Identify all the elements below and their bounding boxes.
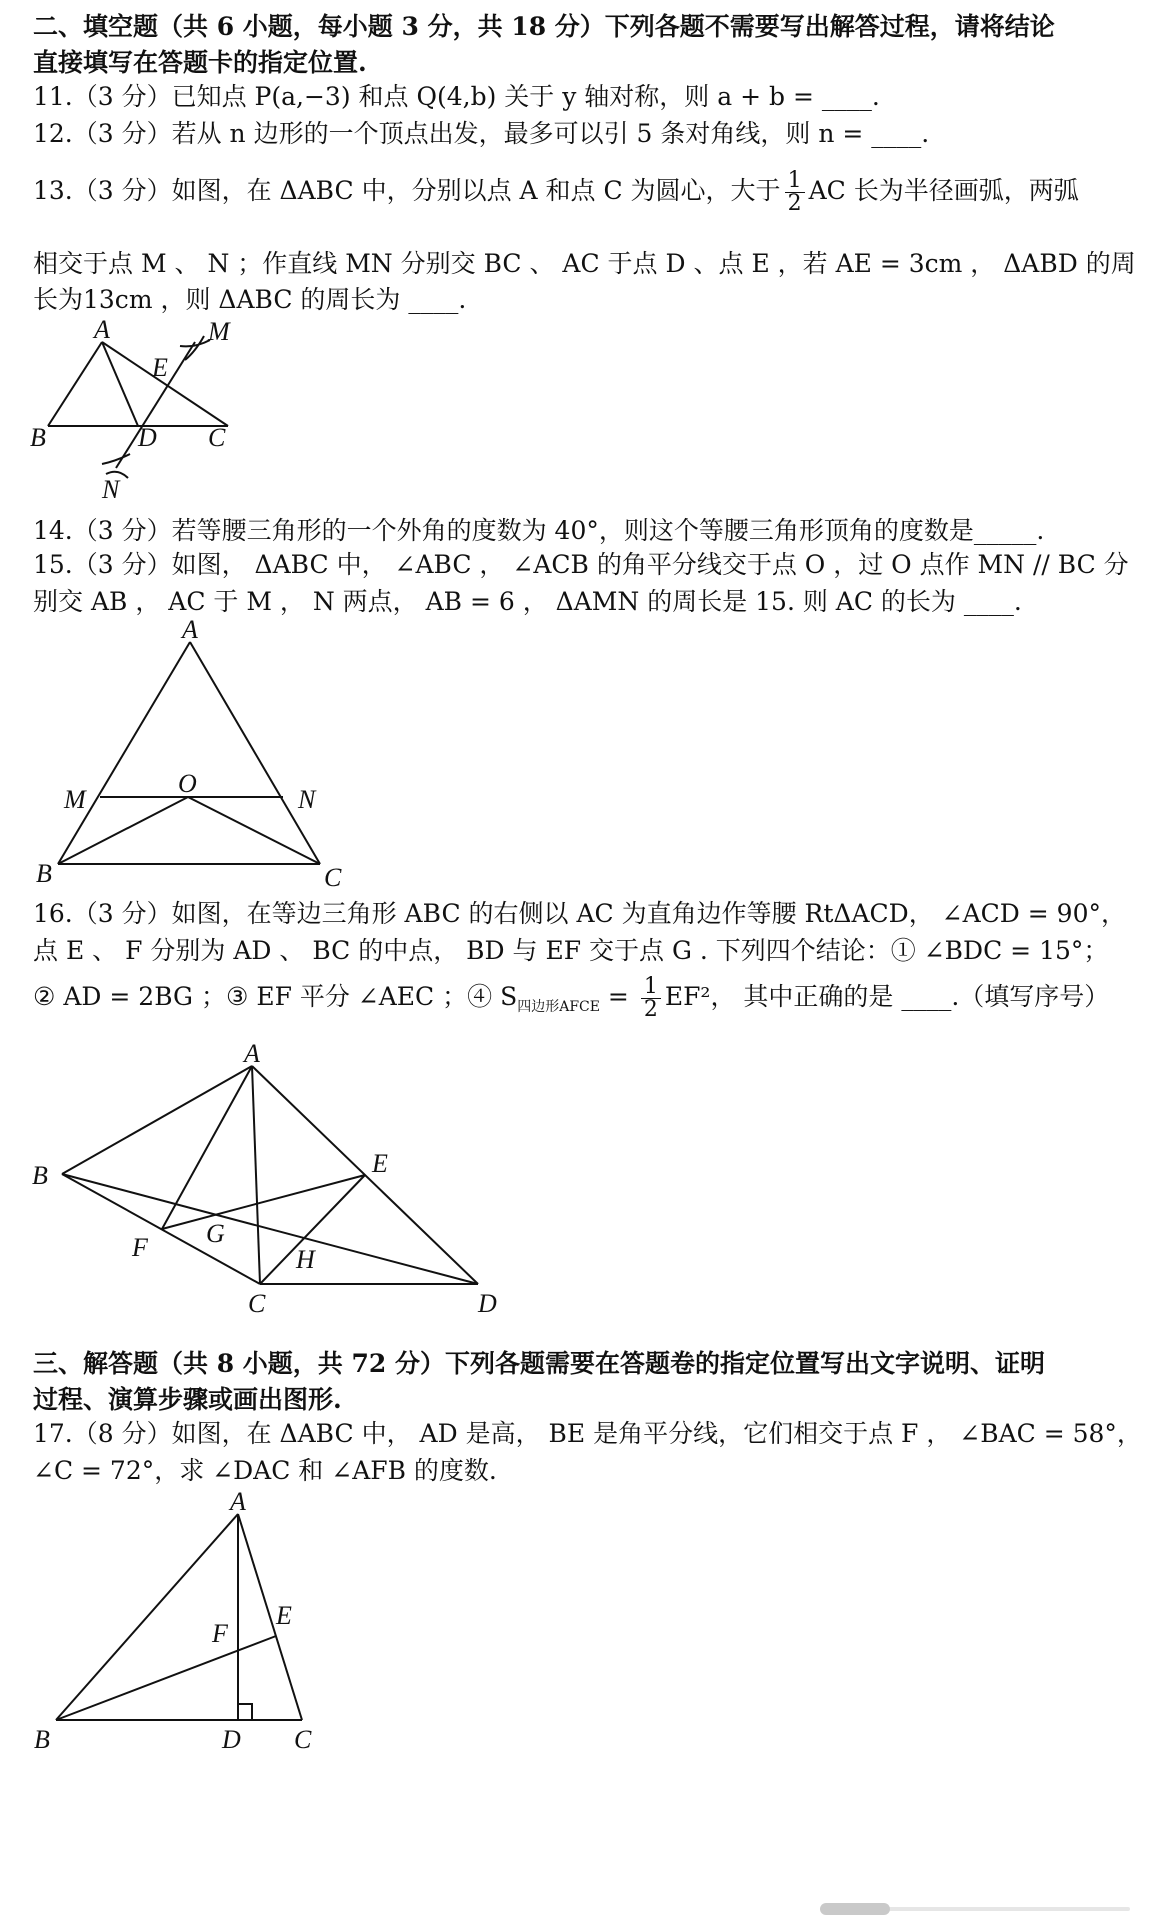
segment-be bbox=[56, 1636, 276, 1720]
segment-ab bbox=[56, 1514, 238, 1720]
label-e: E bbox=[152, 353, 168, 382]
horizontal-scrollbar[interactable] bbox=[820, 1903, 1130, 1915]
fraction-numerator: 1 bbox=[641, 976, 661, 999]
label-d: D bbox=[478, 1289, 497, 1318]
section3-header-line2: 过程、演算步骤或画出图形. bbox=[33, 1385, 342, 1414]
question-16-line2: 点 E 、 F 分别为 AD 、 BC 的中点， BD 与 EF 交于点 G . 下列四个结论：① ∠BDC = 15°； bbox=[33, 936, 1109, 965]
label-b: B bbox=[36, 859, 52, 888]
fraction-denominator: 2 bbox=[643, 997, 658, 1022]
segment-ab bbox=[48, 342, 102, 426]
label-c: C bbox=[324, 863, 342, 890]
label-a: A bbox=[94, 318, 110, 344]
question-16-line3-c: EF²， 其中正确的是 ____.（填写序号） bbox=[664, 982, 1110, 1011]
right-angle-mark bbox=[238, 1704, 252, 1720]
label-b: B bbox=[30, 423, 46, 452]
question-16-figure bbox=[20, 1030, 510, 1320]
fraction-numerator: 1 bbox=[785, 170, 805, 193]
question-13-line1-b: AC 长为半径画弧，两弧 bbox=[808, 176, 1079, 205]
arc-m-lower bbox=[185, 336, 204, 360]
question-13-figure bbox=[20, 318, 260, 508]
label-a: A bbox=[230, 1488, 246, 1516]
question-15-line2: 别交 AB ， AC 于 M ， N 两点， AB = 6 ， ΔAMN 的周长是 15. 则 AC 的长为 ____. bbox=[33, 587, 1022, 616]
question-13-line1 bbox=[33, 170, 1130, 215]
question-13-line2: 相交于点 M 、 N ；作直线 MN 分别交 BC 、 AC 于点 D 、点 E ，若 AE = 3cm ， ΔABD 的周 bbox=[33, 249, 1136, 278]
label-e: E bbox=[276, 1601, 292, 1630]
section3-header-line1: 三、解答题（共 8 小题，共 72 分）下列各题需要在答题卷的指定位置写出文字说明、证明 bbox=[33, 1349, 1046, 1378]
question-12: 12.（3 分）若从 n 边形的一个顶点出发，最多可以引 5 条对角线，则 n = ____. bbox=[33, 119, 930, 148]
half-fraction bbox=[641, 976, 661, 1021]
fraction-denominator: 2 bbox=[787, 191, 802, 216]
label-h: H bbox=[296, 1245, 315, 1274]
segment-bc bbox=[62, 1174, 260, 1284]
half-fraction bbox=[785, 170, 805, 215]
question-17-line2: ∠C = 72°，求 ∠DAC 和 ∠AFB 的度数. bbox=[33, 1456, 497, 1485]
question-16-line1: 16.（3 分）如图，在等边三角形 ABC 的右侧以 AC 为直角边作等腰 RtΔACD， ∠ACD = 90°， bbox=[33, 899, 1126, 928]
label-e: E bbox=[372, 1149, 388, 1178]
question-14: 14.（3 分）若等腰三角形的一个外角的度数为 40°，则这个等腰三角形顶角的度数是_____. bbox=[33, 516, 1045, 545]
label-m: M bbox=[208, 318, 230, 346]
label-c: C bbox=[248, 1289, 266, 1318]
question-15-figure bbox=[30, 620, 370, 890]
area-subscript: 四边形AFCE bbox=[517, 999, 600, 1015]
section2-header-line2: 直接填写在答题卡的指定位置. bbox=[33, 48, 367, 77]
question-17-line1: 17.（8 分）如图，在 ΔABC 中， AD 是高， BE 是角平分线，它们相交于点 F ， ∠BAC = 58°， bbox=[33, 1419, 1142, 1448]
question-16-line3-a: ② AD = 2BG ；③ EF 平分 ∠AEC ；④ S bbox=[33, 982, 518, 1011]
label-n: N bbox=[298, 785, 316, 814]
question-13-line3: 长为13cm ，则 ΔABC 的周长为 ____. bbox=[33, 285, 467, 314]
equals-sign: = bbox=[599, 982, 637, 1011]
label-d: D bbox=[222, 1725, 241, 1754]
label-m: M bbox=[64, 785, 86, 814]
section2-header-line1: 二、填空题（共 6 小题，每小题 3 分，共 18 分）下列各题不需要写出解答过程，请将结论 bbox=[33, 12, 1055, 41]
label-b: B bbox=[34, 1725, 50, 1754]
label-g: G bbox=[206, 1219, 225, 1248]
label-a: A bbox=[244, 1039, 260, 1068]
segment-bd bbox=[62, 1174, 478, 1284]
segment-ac bbox=[238, 1514, 302, 1720]
segment-fe bbox=[162, 1175, 365, 1229]
arc-n-upper bbox=[102, 454, 130, 464]
question-13-line1-a: 13.（3 分）如图，在 ΔABC 中，分别以点 A 和点 C 为圆心，大于 bbox=[33, 176, 781, 205]
label-f: F bbox=[212, 1619, 228, 1648]
question-17-figure bbox=[20, 1488, 340, 1758]
label-n: N bbox=[102, 475, 120, 504]
label-f: F bbox=[132, 1233, 148, 1262]
label-c: C bbox=[294, 1725, 312, 1754]
label-o: O bbox=[178, 769, 197, 798]
label-a: A bbox=[182, 620, 198, 644]
question-11: 11.（3 分）已知点 P(a,−3) 和点 Q(4,b) 关于 y 轴对称，则 a + b = ____. bbox=[33, 82, 880, 111]
segment-ab bbox=[62, 1066, 252, 1174]
label-b: B bbox=[32, 1161, 48, 1190]
label-c: C bbox=[208, 423, 226, 452]
question-15-line1: 15.（3 分）如图， ΔABC 中， ∠ABC ， ∠ACB 的角平分线交于点 O ，过 O 点作 MN // BC 分 bbox=[33, 550, 1129, 579]
scrollbar-thumb[interactable] bbox=[820, 1903, 890, 1915]
segment-ac bbox=[252, 1066, 260, 1284]
question-16-line3 bbox=[33, 976, 1130, 1024]
label-d: D bbox=[138, 423, 157, 452]
